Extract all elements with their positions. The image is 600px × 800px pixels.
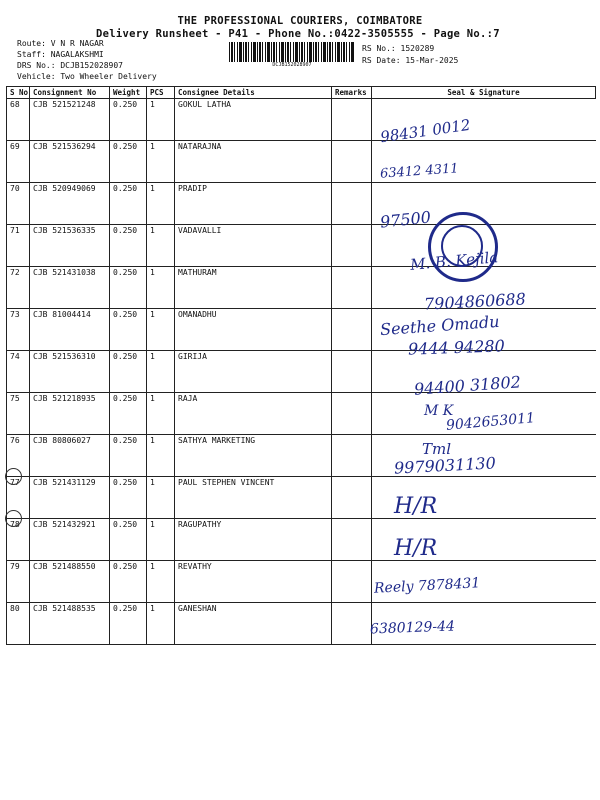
table-row <box>7 309 596 351</box>
sno: 70 <box>7 183 30 225</box>
table-row <box>7 99 596 141</box>
remarks <box>332 351 372 393</box>
weight: 0.250 <box>110 225 147 267</box>
table-row <box>7 519 596 561</box>
weight: 0.250 <box>110 435 147 477</box>
signature-80b: 6380129-44 <box>369 618 456 638</box>
sno: 80 <box>7 603 30 645</box>
sno: 78 <box>7 519 30 561</box>
sno: 69 <box>7 141 30 183</box>
runsheet-subtitle: Delivery Runsheet - P41 - Phone No.:0422-3505555 - Page No.:7 <box>96 28 500 40</box>
pcs: 1 <box>147 309 175 351</box>
sno: 76 <box>7 435 30 477</box>
sno: 73 <box>7 309 30 351</box>
rs-date: RS Date: 15-Mar-2025 <box>362 56 459 65</box>
signature-75-phone: 94400 31802 <box>413 372 522 399</box>
remarks <box>332 141 372 183</box>
signature-72: M. B. Kejila <box>409 248 499 274</box>
sno: 71 <box>7 225 30 267</box>
table-row <box>7 183 596 225</box>
signature-74: 9444 94280 <box>407 336 506 359</box>
barcode <box>229 42 355 62</box>
remarks <box>332 561 372 603</box>
table-row <box>7 435 596 477</box>
remarks <box>332 99 372 141</box>
consignment-no: CJB 80806027 <box>30 435 110 477</box>
sno: 75 <box>7 393 30 435</box>
sno: 79 <box>7 561 30 603</box>
consignment-no: CJB 521431038 <box>30 267 110 309</box>
pcs: 1 <box>147 141 175 183</box>
weight: 0.250 <box>110 183 147 225</box>
weight: 0.250 <box>110 477 147 519</box>
pcs: 1 <box>147 477 175 519</box>
sno: 77 <box>7 477 30 519</box>
consignee: VADAVALLI <box>175 225 332 267</box>
barcode-caption: DCJB152028907 <box>272 62 312 68</box>
consignment-no: CJB 521488550 <box>30 561 110 603</box>
consignment-no: CJB 520949069 <box>30 183 110 225</box>
consignee: GIRIJA <box>175 351 332 393</box>
runsheet-table <box>6 86 596 645</box>
consignment-no: CJB 81004414 <box>30 309 110 351</box>
consignee: MATHURAM <box>175 267 332 309</box>
remarks <box>332 309 372 351</box>
weight: 0.250 <box>110 351 147 393</box>
company-title: THE PROFESSIONAL COURIERS, COIMBATORE <box>177 15 423 27</box>
signature-75: M K <box>424 403 454 419</box>
signature-73-phone: 7904860688 <box>423 289 527 314</box>
weight: 0.250 <box>110 141 147 183</box>
consignee: OMANADHU <box>175 309 332 351</box>
signature-73: Seethe Omadu <box>379 311 501 340</box>
sno: 68 <box>7 99 30 141</box>
weight: 0.250 <box>110 393 147 435</box>
pcs: 1 <box>147 519 175 561</box>
rs-number: RS No.: 1520289 <box>362 44 435 53</box>
table-row <box>7 225 596 267</box>
pcs: 1 <box>147 183 175 225</box>
signature-76: Tml <box>422 440 452 458</box>
pcs: 1 <box>147 99 175 141</box>
signature-69: 63412 4311 <box>379 161 460 182</box>
route-label: Route: V N R NAGAR <box>17 39 104 48</box>
weight: 0.250 <box>110 519 147 561</box>
consignee: RAJA <box>175 393 332 435</box>
col-remarks: Remarks <box>332 87 372 99</box>
weight: 0.250 <box>110 603 147 645</box>
pcs: 1 <box>147 435 175 477</box>
consignment-no: CJB 521431129 <box>30 477 110 519</box>
weight: 0.250 <box>110 309 147 351</box>
signature-68: 98431 0012 <box>379 115 472 147</box>
consignment-no: CJB 521432921 <box>30 519 110 561</box>
sno: 74 <box>7 351 30 393</box>
pcs: 1 <box>147 267 175 309</box>
remarks <box>332 435 372 477</box>
remarks <box>332 183 372 225</box>
signature-71: 97500 <box>379 207 432 232</box>
vehicle-label: Vehicle: Two Wheeler Delivery <box>17 72 157 81</box>
table-row <box>7 141 596 183</box>
consignment-no: CJB 521521248 <box>30 99 110 141</box>
consignment-no: CJB 521536335 <box>30 225 110 267</box>
pcs: 1 <box>147 225 175 267</box>
signature-78: H/R <box>394 494 438 519</box>
consignee: REVATHY <box>175 561 332 603</box>
col-consignee: Consignee Details <box>175 87 332 99</box>
consignment-no: CJB 521218935 <box>30 393 110 435</box>
delivery-seal-stamp <box>428 212 498 282</box>
consignee: SATHYA MARKETING <box>175 435 332 477</box>
consignee: GANESHAN <box>175 603 332 645</box>
sno: 72 <box>7 267 30 309</box>
remarks <box>332 477 372 519</box>
col-sno: S No <box>7 87 30 99</box>
consignee: NATARAJNA <box>175 141 332 183</box>
consignment-no: CJB 521536294 <box>30 141 110 183</box>
remarks <box>332 267 372 309</box>
pcs: 1 <box>147 603 175 645</box>
weight: 0.250 <box>110 99 147 141</box>
signature-76-phone: 9042653011 <box>445 410 536 434</box>
remarks <box>332 519 372 561</box>
signature-79: H/R <box>394 536 438 561</box>
pcs: 1 <box>147 351 175 393</box>
consignment-no: CJB 521488535 <box>30 603 110 645</box>
table-row <box>7 561 596 603</box>
staff-label: Staff: NAGALAKSHMI <box>17 50 104 59</box>
table-header-row <box>7 87 596 99</box>
weight: 0.250 <box>110 267 147 309</box>
consignee: PAUL STEPHEN VINCENT <box>175 477 332 519</box>
col-pcs: PCS <box>147 87 175 99</box>
signature-77: 9979031130 <box>393 453 497 478</box>
pen-circle-mark <box>5 510 22 527</box>
pcs: 1 <box>147 393 175 435</box>
weight: 0.250 <box>110 561 147 603</box>
signature-80a: Reely 7878431 <box>373 575 481 597</box>
col-signature: Seal & Signature <box>372 87 596 99</box>
col-consignment: Consignment No <box>30 87 110 99</box>
consignee: RAGUPATHY <box>175 519 332 561</box>
remarks <box>332 393 372 435</box>
table-row <box>7 603 596 645</box>
drs-number: DRS No.: DCJB152028907 <box>17 61 123 70</box>
remarks <box>332 603 372 645</box>
table-row <box>7 477 596 519</box>
consignee: PRADIP <box>175 183 332 225</box>
pen-circle-mark <box>5 468 22 485</box>
remarks <box>332 225 372 267</box>
consignment-no: CJB 521536310 <box>30 351 110 393</box>
col-weight: Weight <box>110 87 147 99</box>
consignee: GOKUL LATHA <box>175 99 332 141</box>
pcs: 1 <box>147 561 175 603</box>
